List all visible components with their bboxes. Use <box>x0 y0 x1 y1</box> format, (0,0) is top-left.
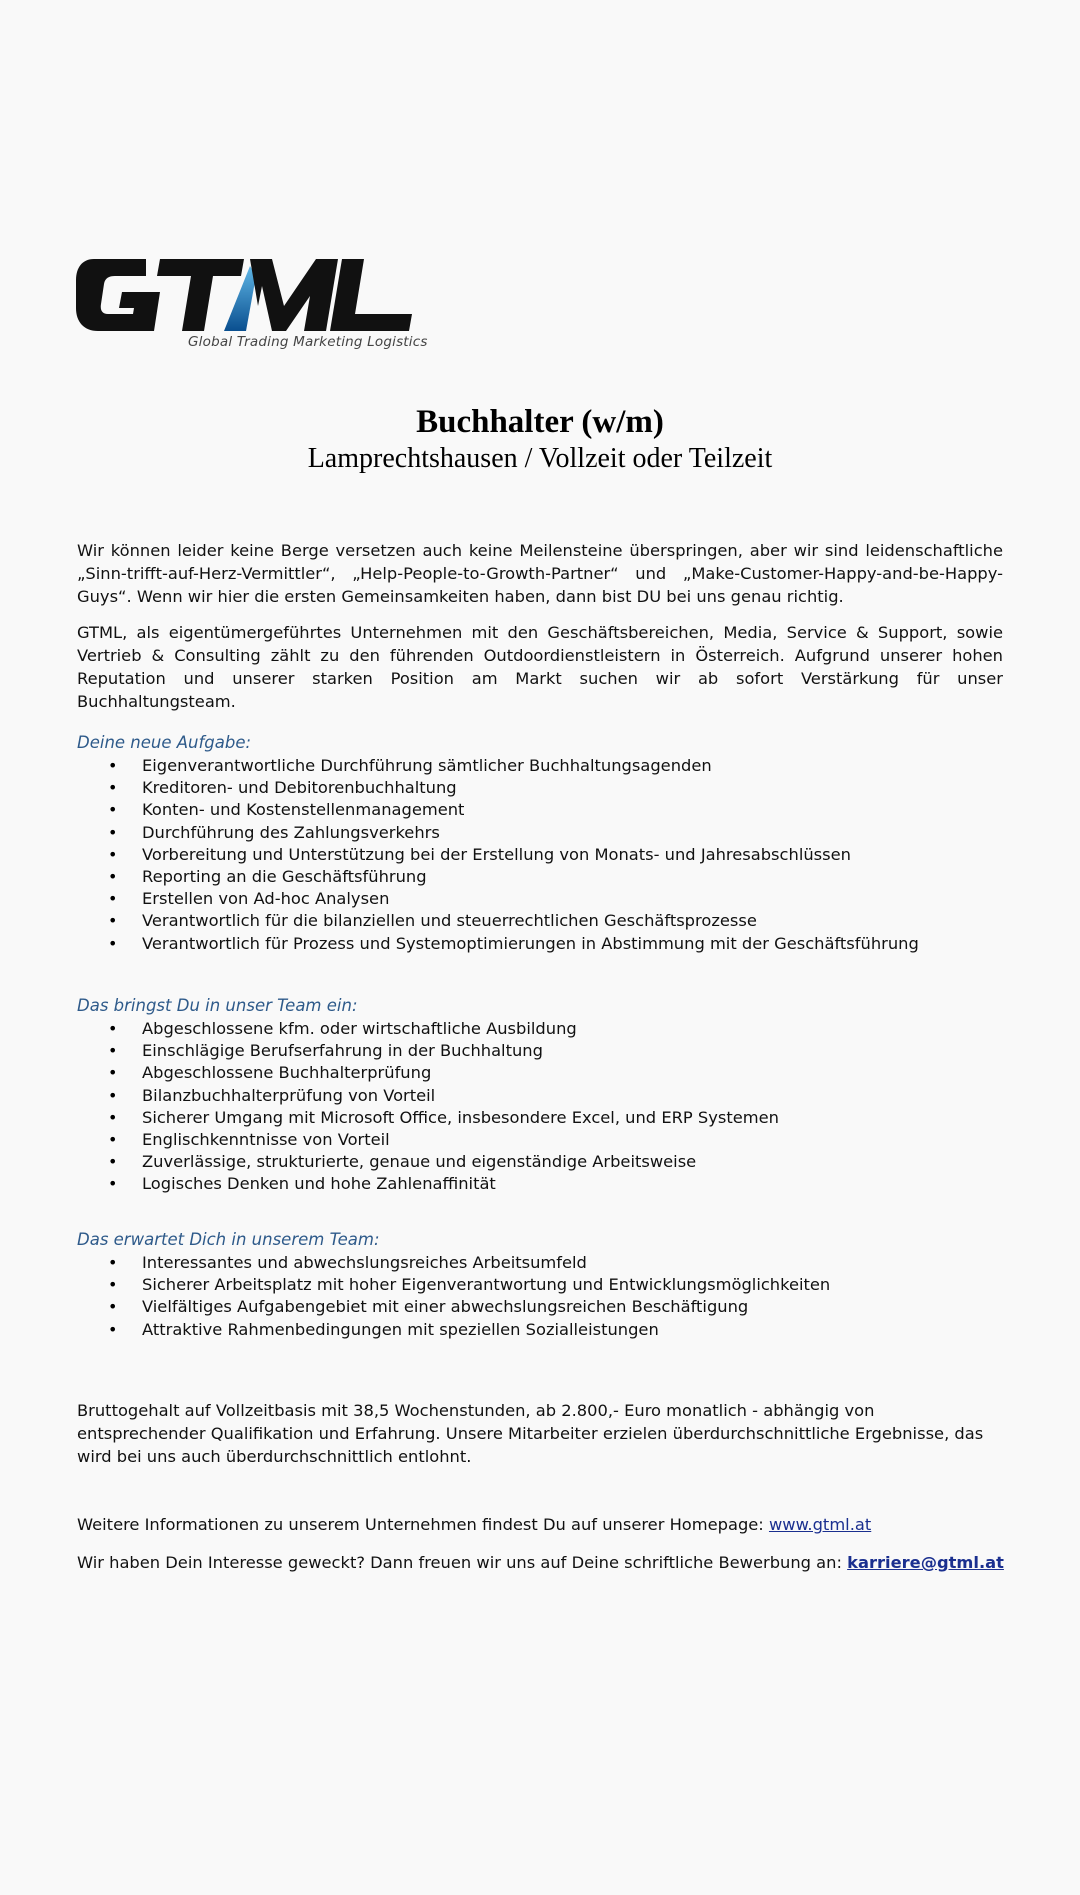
tasks-list <box>77 755 1037 955</box>
requirements-heading: Das bringst Du in unser Team ein: <box>77 996 358 1015</box>
list-item: • Kreditoren- und Debitorenbuchhaltung <box>77 777 1037 799</box>
list-item: • Abgeschlossene Buchhalterprüfung <box>77 1062 1037 1084</box>
offer-list <box>77 1252 1037 1341</box>
salary-paragraph: Bruttogehalt auf Vollzeitbasis mit 38,5 Wochenstunden, ab 2.800,- Euro monatlich - abhängig von entsprechender Qualifikation und Erfahrung. Unsere Mitarbeiter erzielen überdurchschnittliche Ergebnisse, das wird bei uns auch überdurchschnittlich entlohnt. <box>77 1401 984 1466</box>
requirements-list <box>77 1018 1037 1196</box>
list-item: • Einschlägige Berufserfahrung in der Buchhaltung <box>77 1040 1037 1062</box>
homepage-link[interactable]: www.gtml.at <box>768 1515 872 1534</box>
job-subtitle: Lamprechtshausen / Vollzeit oder Teilzeit <box>307 443 773 474</box>
list-item: • Vielfältiges Aufgabengebiet mit einer abwechslungsreichen Beschäftigung <box>77 1296 1037 1318</box>
intro-paragraph-1: Wir können leider keine Berge versetzen auch keine Meilensteine überspringen, aber wir sind leidenschaftliche „Sinn-trifft-auf-Herz-Vermittler“, „Help-People-to-Growth-Partner“ und „Make-Customer-Happy-and-be-Happy-Guys“. Wenn wir hier die ersten Gemeinsamkeiten haben, dann bist DU bei uns genau richtig. <box>77 541 1003 606</box>
job-title: Buchhalter (w/m) <box>416 404 664 440</box>
apply-text: Wir haben Dein Interesse geweckt? Dann freuen wir uns auf Deine schriftliche Bewerbung an: <box>77 1553 848 1572</box>
list-item: • Verantwortlich für Prozess und Systemoptimierungen in Abstimmung mit der Geschäftsführung <box>77 933 1037 955</box>
apply-line <box>77 1551 1004 1574</box>
list-item: • Eigenverantwortliche Durchführung sämtlicher Buchhaltungsagenden <box>77 755 1037 777</box>
list-item: • Zuverlässige, strukturierte, genaue und eigenständige Arbeitsweise <box>77 1151 1037 1173</box>
list-item: • Attraktive Rahmenbedingungen mit speziellen Sozialleistungen <box>77 1319 1037 1341</box>
homepage-text: Weitere Informationen zu unserem Unternehmen findest Du auf unserer Homepage: <box>77 1515 769 1534</box>
list-item: • Logisches Denken und hohe Zahlenaffinität <box>77 1173 1037 1195</box>
list-item: • Bilanzbuchhalterprüfung von Vorteil <box>77 1085 1037 1107</box>
tasks-heading: Deine neue Aufgabe: <box>77 733 252 752</box>
list-item: • Durchführung des Zahlungsverkehrs <box>77 822 1037 844</box>
offer-heading: Das erwartet Dich in unserem Team: <box>77 1230 380 1249</box>
list-item: • Erstellen von Ad-hoc Analysen <box>77 888 1037 910</box>
homepage-line <box>77 1513 871 1536</box>
list-item: • Verantwortlich für die bilanziellen und steuerrechtlichen Geschäftsprozesse <box>77 910 1037 932</box>
list-item: • Konten- und Kostenstellenmanagement <box>77 799 1037 821</box>
list-item: • Vorbereitung und Unterstützung bei der Erstellung von Monats- und Jahresabschlüssen <box>77 844 1037 866</box>
list-item: • Reporting an die Geschäftsführung <box>77 866 1037 888</box>
list-item: • Englischkenntnisse von Vorteil <box>77 1129 1037 1151</box>
list-item: • Sicherer Umgang mit Microsoft Office, insbesondere Excel, und ERP Systemen <box>77 1107 1037 1129</box>
list-item: • Interessantes und abwechslungsreiches Arbeitsumfeld <box>77 1252 1037 1274</box>
intro-paragraph-2: GTML, als eigentümergeführtes Unternehmen mit den Geschäftsbereichen, Media, Service & Support, sowie Vertrieb & Consulting zählt zu den führenden Outdoordienstleistern in Österreich. Aufgrund unserer hohen Reputation und unserer starken Position am Markt suchen wir ab sofort Verstärkung für unser Buchhaltungsteam. <box>77 623 1003 711</box>
list-item: • Abgeschlossene kfm. oder wirtschaftliche Ausbildung <box>77 1018 1037 1040</box>
logo-tagline: Global Trading Marketing Logistics <box>188 334 428 350</box>
email-link[interactable]: karriere@gtml.at <box>847 1553 1004 1572</box>
list-item: • Sicherer Arbeitsplatz mit hoher Eigenverantwortung und Entwicklungsmöglichkeiten <box>77 1274 1037 1296</box>
